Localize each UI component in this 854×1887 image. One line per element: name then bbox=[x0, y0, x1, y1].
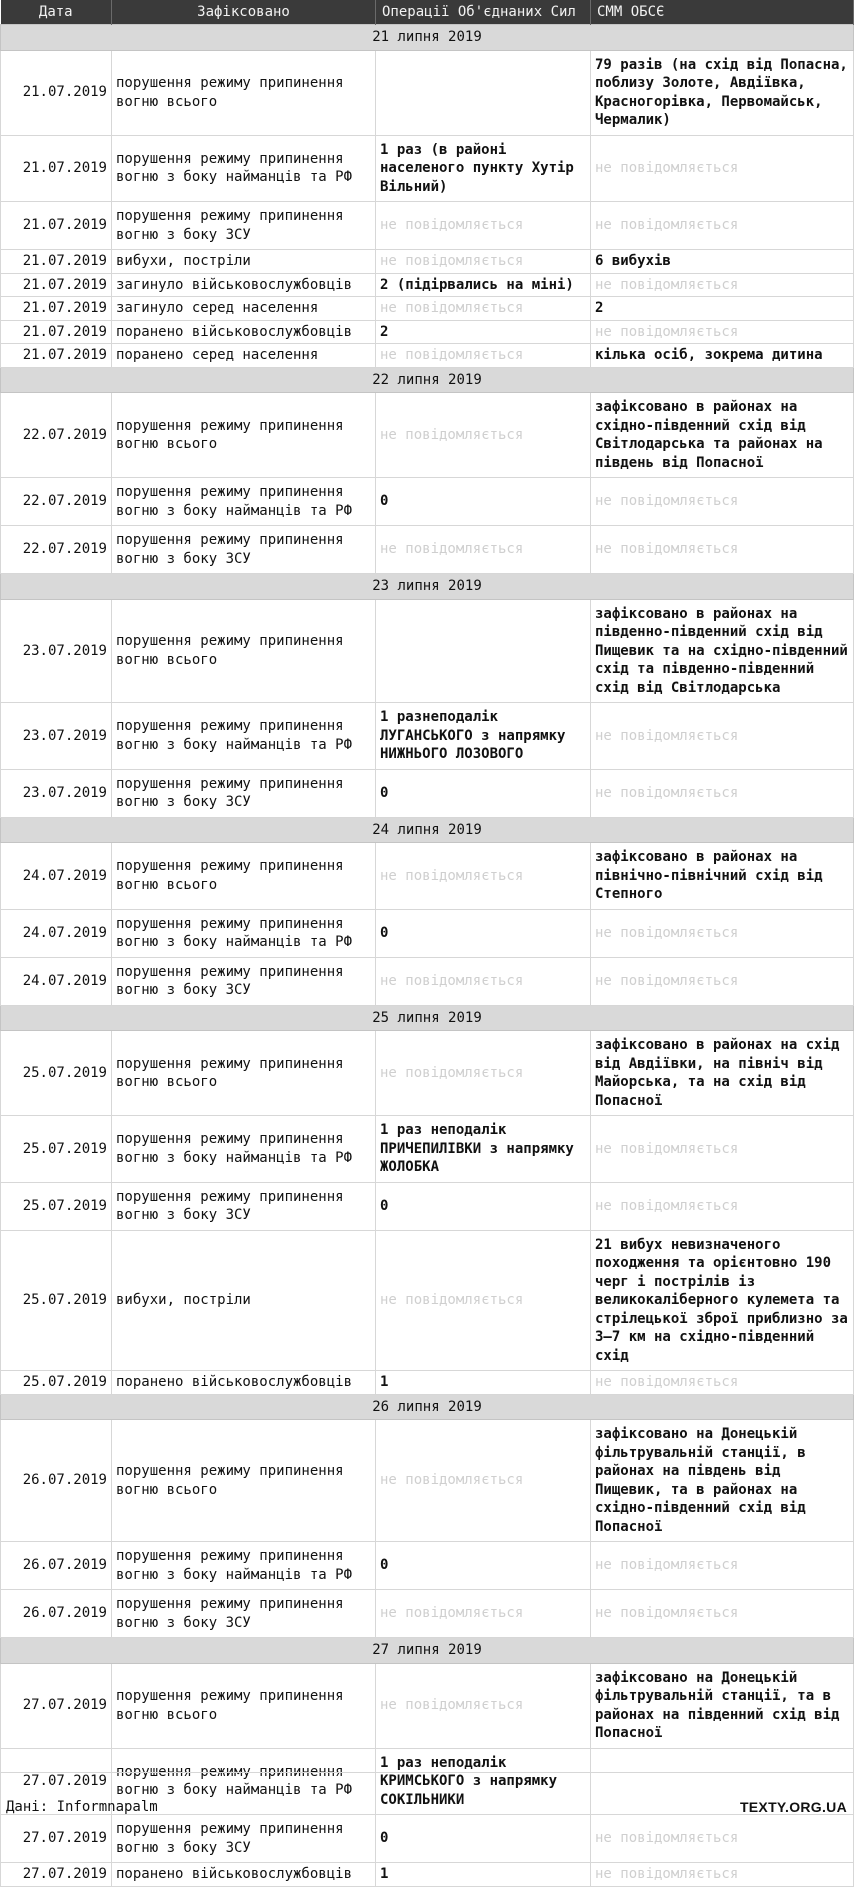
ucf-report-cell: 1 разнеподалік ЛУГАНСЬКОГО з напрямку НИЖНЬОГО ЛОЗОВОГО bbox=[376, 703, 591, 770]
ucf-report-cell: не повідомляється bbox=[376, 297, 591, 321]
date-cell: 27.07.2019 bbox=[1, 1815, 112, 1863]
table-row bbox=[1, 1116, 854, 1183]
table-row bbox=[1, 526, 854, 574]
date-cell: 26.07.2019 bbox=[1, 1542, 112, 1590]
table-row bbox=[1, 957, 854, 1005]
osce-report-cell: не повідомляється bbox=[591, 478, 854, 526]
ucf-report-cell: 2 (підірвались на міні) bbox=[376, 273, 591, 297]
date-cell: 23.07.2019 bbox=[1, 599, 112, 703]
date-cell: 25.07.2019 bbox=[1, 1116, 112, 1183]
event-cell: порушення режиму припинення вогню всього bbox=[112, 599, 376, 703]
table-row bbox=[1, 1230, 854, 1371]
ucf-report-cell bbox=[376, 50, 591, 135]
table-row bbox=[1, 135, 854, 202]
ucf-report-cell: не повідомляється bbox=[376, 1230, 591, 1371]
table-row bbox=[1, 1590, 854, 1638]
date-group-title: 21 липня 2019 bbox=[1, 25, 854, 51]
event-cell: порушення режиму припинення вогню з боку ЗСУ bbox=[112, 769, 376, 817]
ucf-report-cell: не повідомляється bbox=[376, 202, 591, 250]
table-row bbox=[1, 1182, 854, 1230]
osce-report-cell: не повідомляється bbox=[591, 202, 854, 250]
date-cell: 22.07.2019 bbox=[1, 526, 112, 574]
event-cell: порушення режиму припинення вогню всього bbox=[112, 393, 376, 478]
table-row bbox=[1, 909, 854, 957]
table-row bbox=[1, 250, 854, 274]
date-cell: 22.07.2019 bbox=[1, 478, 112, 526]
date-group-row bbox=[1, 817, 854, 843]
date-group-title: 23 липня 2019 bbox=[1, 574, 854, 600]
date-group-row bbox=[1, 25, 854, 51]
column-header-ucf: Операції Об'єднаних Сил bbox=[376, 0, 591, 25]
column-header-date: Дата bbox=[1, 0, 112, 25]
osce-report-cell: кілька осіб, зокрема дитина bbox=[591, 344, 854, 368]
ucf-report-cell: не повідомляється bbox=[376, 526, 591, 574]
date-cell: 21.07.2019 bbox=[1, 50, 112, 135]
table-row bbox=[1, 1371, 854, 1395]
ucf-report-cell: 0 bbox=[376, 769, 591, 817]
osce-report-cell: не повідомляється bbox=[591, 1815, 854, 1863]
date-cell: 23.07.2019 bbox=[1, 769, 112, 817]
date-cell: 24.07.2019 bbox=[1, 957, 112, 1005]
ucf-report-cell: не повідомляється bbox=[376, 393, 591, 478]
date-cell: 24.07.2019 bbox=[1, 843, 112, 910]
ucf-report-cell: не повідомляється bbox=[376, 1420, 591, 1542]
osce-report-cell: зафіксовано в районах на схід від Авдіївки, на північ від Майорська, та на схід від Попасної bbox=[591, 1031, 854, 1116]
date-cell: 25.07.2019 bbox=[1, 1031, 112, 1116]
table-row bbox=[1, 1031, 854, 1116]
ucf-report-cell: 0 bbox=[376, 478, 591, 526]
event-cell: порушення режиму припинення вогню з боку ЗСУ bbox=[112, 1590, 376, 1638]
osce-report-cell: не повідомляється bbox=[591, 957, 854, 1005]
date-group-title: 25 липня 2019 bbox=[1, 1005, 854, 1031]
date-cell: 27.07.2019 bbox=[1, 1748, 112, 1815]
ucf-report-cell: 0 bbox=[376, 1182, 591, 1230]
osce-report-cell: не повідомляється bbox=[591, 1590, 854, 1638]
event-cell: поранено військовослужбовців bbox=[112, 1371, 376, 1395]
event-cell: порушення режиму припинення вогню з боку найманців та РФ bbox=[112, 135, 376, 202]
event-cell: порушення режиму припинення вогню з боку найманців та РФ bbox=[112, 909, 376, 957]
event-cell: порушення режиму припинення вогню всього bbox=[112, 1031, 376, 1116]
table-row bbox=[1, 202, 854, 250]
table-row bbox=[1, 843, 854, 910]
date-group-title: 27 липня 2019 bbox=[1, 1638, 854, 1664]
date-cell: 21.07.2019 bbox=[1, 297, 112, 321]
date-cell: 26.07.2019 bbox=[1, 1420, 112, 1542]
osce-report-cell: зафіксовано в районах на східно-південний схід від Світлодарська та районах на південь від Попасної bbox=[591, 393, 854, 478]
date-cell: 25.07.2019 bbox=[1, 1230, 112, 1371]
table-row bbox=[1, 769, 854, 817]
event-cell: порушення режиму припинення вогню з боку найманців та РФ bbox=[112, 478, 376, 526]
event-cell: порушення режиму припинення вогню з боку ЗСУ bbox=[112, 1182, 376, 1230]
date-group-row bbox=[1, 1005, 854, 1031]
event-cell: поранено серед населення bbox=[112, 344, 376, 368]
table-row bbox=[1, 50, 854, 135]
date-cell: 21.07.2019 bbox=[1, 320, 112, 344]
ucf-report-cell: 0 bbox=[376, 1815, 591, 1863]
table-row bbox=[1, 320, 854, 344]
event-cell: поранено військовослужбовців bbox=[112, 1863, 376, 1887]
date-group-row bbox=[1, 1638, 854, 1664]
date-cell: 21.07.2019 bbox=[1, 344, 112, 368]
event-cell: поранено військовослужбовців bbox=[112, 320, 376, 344]
event-cell: порушення режиму припинення вогню всього bbox=[112, 1663, 376, 1748]
event-cell: порушення режиму припинення вогню з боку найманців та РФ bbox=[112, 703, 376, 770]
osce-report-cell: зафіксовано на Донецькій фільтрувальній станції, та в районах на південний схід від Попасної bbox=[591, 1663, 854, 1748]
ucf-report-cell: не повідомляється bbox=[376, 344, 591, 368]
event-cell: порушення режиму припинення вогню з боку ЗСУ bbox=[112, 957, 376, 1005]
date-group-title: 24 липня 2019 bbox=[1, 817, 854, 843]
table-row bbox=[1, 703, 854, 770]
event-cell: порушення режиму припинення вогню з боку найманців та РФ bbox=[112, 1116, 376, 1183]
ucf-report-cell: 1 раз неподалік ПРИЧЕПИЛІВКИ з напрямку ЖОЛОБКА bbox=[376, 1116, 591, 1183]
table-row bbox=[1, 1542, 854, 1590]
date-cell: 26.07.2019 bbox=[1, 1590, 112, 1638]
ucf-report-cell: не повідомляється bbox=[376, 1590, 591, 1638]
ucf-report-cell: не повідомляється bbox=[376, 1663, 591, 1748]
table-header bbox=[1, 0, 854, 25]
ucf-report-cell bbox=[376, 599, 591, 703]
date-group-title: 26 липня 2019 bbox=[1, 1394, 854, 1420]
ucf-report-cell: 0 bbox=[376, 1542, 591, 1590]
osce-report-cell: не повідомляється bbox=[591, 1116, 854, 1183]
osce-report-cell: зафіксовано в районах на південно-південний схід від Пищевик та на східно-південний схід та південно-південний схід від Світлодарська bbox=[591, 599, 854, 703]
date-cell: 27.07.2019 bbox=[1, 1863, 112, 1887]
event-cell: порушення режиму припинення вогню всього bbox=[112, 843, 376, 910]
table-row bbox=[1, 393, 854, 478]
date-group-title: 22 липня 2019 bbox=[1, 367, 854, 393]
date-cell: 27.07.2019 bbox=[1, 1663, 112, 1748]
event-cell: вибухи, постріли bbox=[112, 250, 376, 274]
osce-report-cell: не повідомляється bbox=[591, 526, 854, 574]
table-body bbox=[1, 25, 854, 1887]
table-row bbox=[1, 1863, 854, 1887]
footer bbox=[0, 1772, 853, 1835]
event-cell: порушення режиму припинення вогню з боку ЗСУ bbox=[112, 1815, 376, 1863]
osce-report-cell: 79 разів (на схід від Попасна, поблизу Золоте, Авдіївка, Красногорівка, Первомайськ, Чермалик) bbox=[591, 50, 854, 135]
ucf-report-cell: не повідомляється bbox=[376, 957, 591, 1005]
ucf-report-cell: не повідомляється bbox=[376, 1031, 591, 1116]
ucf-report-cell: 1 раз (в районі населеного пункту Хутір Вільний) bbox=[376, 135, 591, 202]
column-header-event: Зафіксовано bbox=[112, 0, 376, 25]
osce-report-cell: не повідомляється bbox=[591, 135, 854, 202]
osce-report-cell: не повідомляється bbox=[591, 1542, 854, 1590]
ucf-report-cell: 1 bbox=[376, 1371, 591, 1395]
osce-report-cell: не повідомляється bbox=[591, 1371, 854, 1395]
date-group-row bbox=[1, 367, 854, 393]
date-cell: 21.07.2019 bbox=[1, 250, 112, 274]
ucf-report-cell: не повідомляється bbox=[376, 250, 591, 274]
osce-report-cell: зафіксовано на Донецькій фільтрувальній станції, в районах на південь від Пищевик, та в районах на східно-південний схід від Попасної bbox=[591, 1420, 854, 1542]
osce-report-cell: не повідомляється bbox=[591, 769, 854, 817]
data-source-note: Дані: Informnapalm bbox=[6, 1799, 158, 1815]
table-row bbox=[1, 273, 854, 297]
osce-report-cell: не повідомляється bbox=[591, 320, 854, 344]
osce-report-cell: не повідомляється bbox=[591, 273, 854, 297]
ucf-report-cell: 1 bbox=[376, 1863, 591, 1887]
ucf-report-cell: 0 bbox=[376, 909, 591, 957]
date-cell: 25.07.2019 bbox=[1, 1371, 112, 1395]
event-cell: вибухи, постріли bbox=[112, 1230, 376, 1371]
table-row bbox=[1, 344, 854, 368]
date-cell: 25.07.2019 bbox=[1, 1182, 112, 1230]
ucf-report-cell: 1 раз неподалік КРИМСЬКОГО з напрямку СОКІЛЬНИКИ bbox=[376, 1748, 591, 1815]
date-cell: 21.07.2019 bbox=[1, 273, 112, 297]
ucf-report-cell: 2 bbox=[376, 320, 591, 344]
event-cell: загинуло військовослужбовців bbox=[112, 273, 376, 297]
date-group-row bbox=[1, 1394, 854, 1420]
event-cell: порушення режиму припинення вогню з боку найманців та РФ bbox=[112, 1748, 376, 1815]
event-cell: порушення режиму припинення вогню з боку найманців та РФ bbox=[112, 1542, 376, 1590]
date-cell: 21.07.2019 bbox=[1, 202, 112, 250]
event-cell: порушення режиму припинення вогню з боку ЗСУ bbox=[112, 526, 376, 574]
osce-report-cell: не повідомляється bbox=[591, 1863, 854, 1887]
table-row bbox=[1, 599, 854, 703]
table-row bbox=[1, 1420, 854, 1542]
date-cell: 23.07.2019 bbox=[1, 703, 112, 770]
osce-report-cell: зафіксовано в районах на північно-північний схід від Степного bbox=[591, 843, 854, 910]
date-cell: 21.07.2019 bbox=[1, 135, 112, 202]
table-row bbox=[1, 1663, 854, 1748]
osce-report-cell: не повідомляється bbox=[591, 703, 854, 770]
ucf-report-cell: не повідомляється bbox=[376, 843, 591, 910]
brand-logo-text: TEXTY.ORG.UA bbox=[739, 1799, 847, 1815]
event-cell: порушення режиму припинення вогню всього bbox=[112, 1420, 376, 1542]
event-cell: порушення режиму припинення вогню всього bbox=[112, 50, 376, 135]
date-cell: 24.07.2019 bbox=[1, 909, 112, 957]
table-row bbox=[1, 297, 854, 321]
event-cell: загинуло серед населення bbox=[112, 297, 376, 321]
date-group-row bbox=[1, 574, 854, 600]
table-row bbox=[1, 478, 854, 526]
date-cell: 22.07.2019 bbox=[1, 393, 112, 478]
osce-report-cell: не повідомляється bbox=[591, 909, 854, 957]
osce-report-cell: 2 bbox=[591, 297, 854, 321]
column-header-osce: СММ ОБСЄ bbox=[591, 0, 854, 25]
event-cell: порушення режиму припинення вогню з боку ЗСУ bbox=[112, 202, 376, 250]
osce-report-cell: не повідомляється bbox=[591, 1182, 854, 1230]
osce-report-cell: 21 вибух невизначеного походження та орієнтовно 190 черг і пострілів із великокаліберного кулемета та стрілецької зброї приблизно за 3–7 км на східно-південний схід bbox=[591, 1230, 854, 1371]
osce-report-cell: 6 вибухів bbox=[591, 250, 854, 274]
